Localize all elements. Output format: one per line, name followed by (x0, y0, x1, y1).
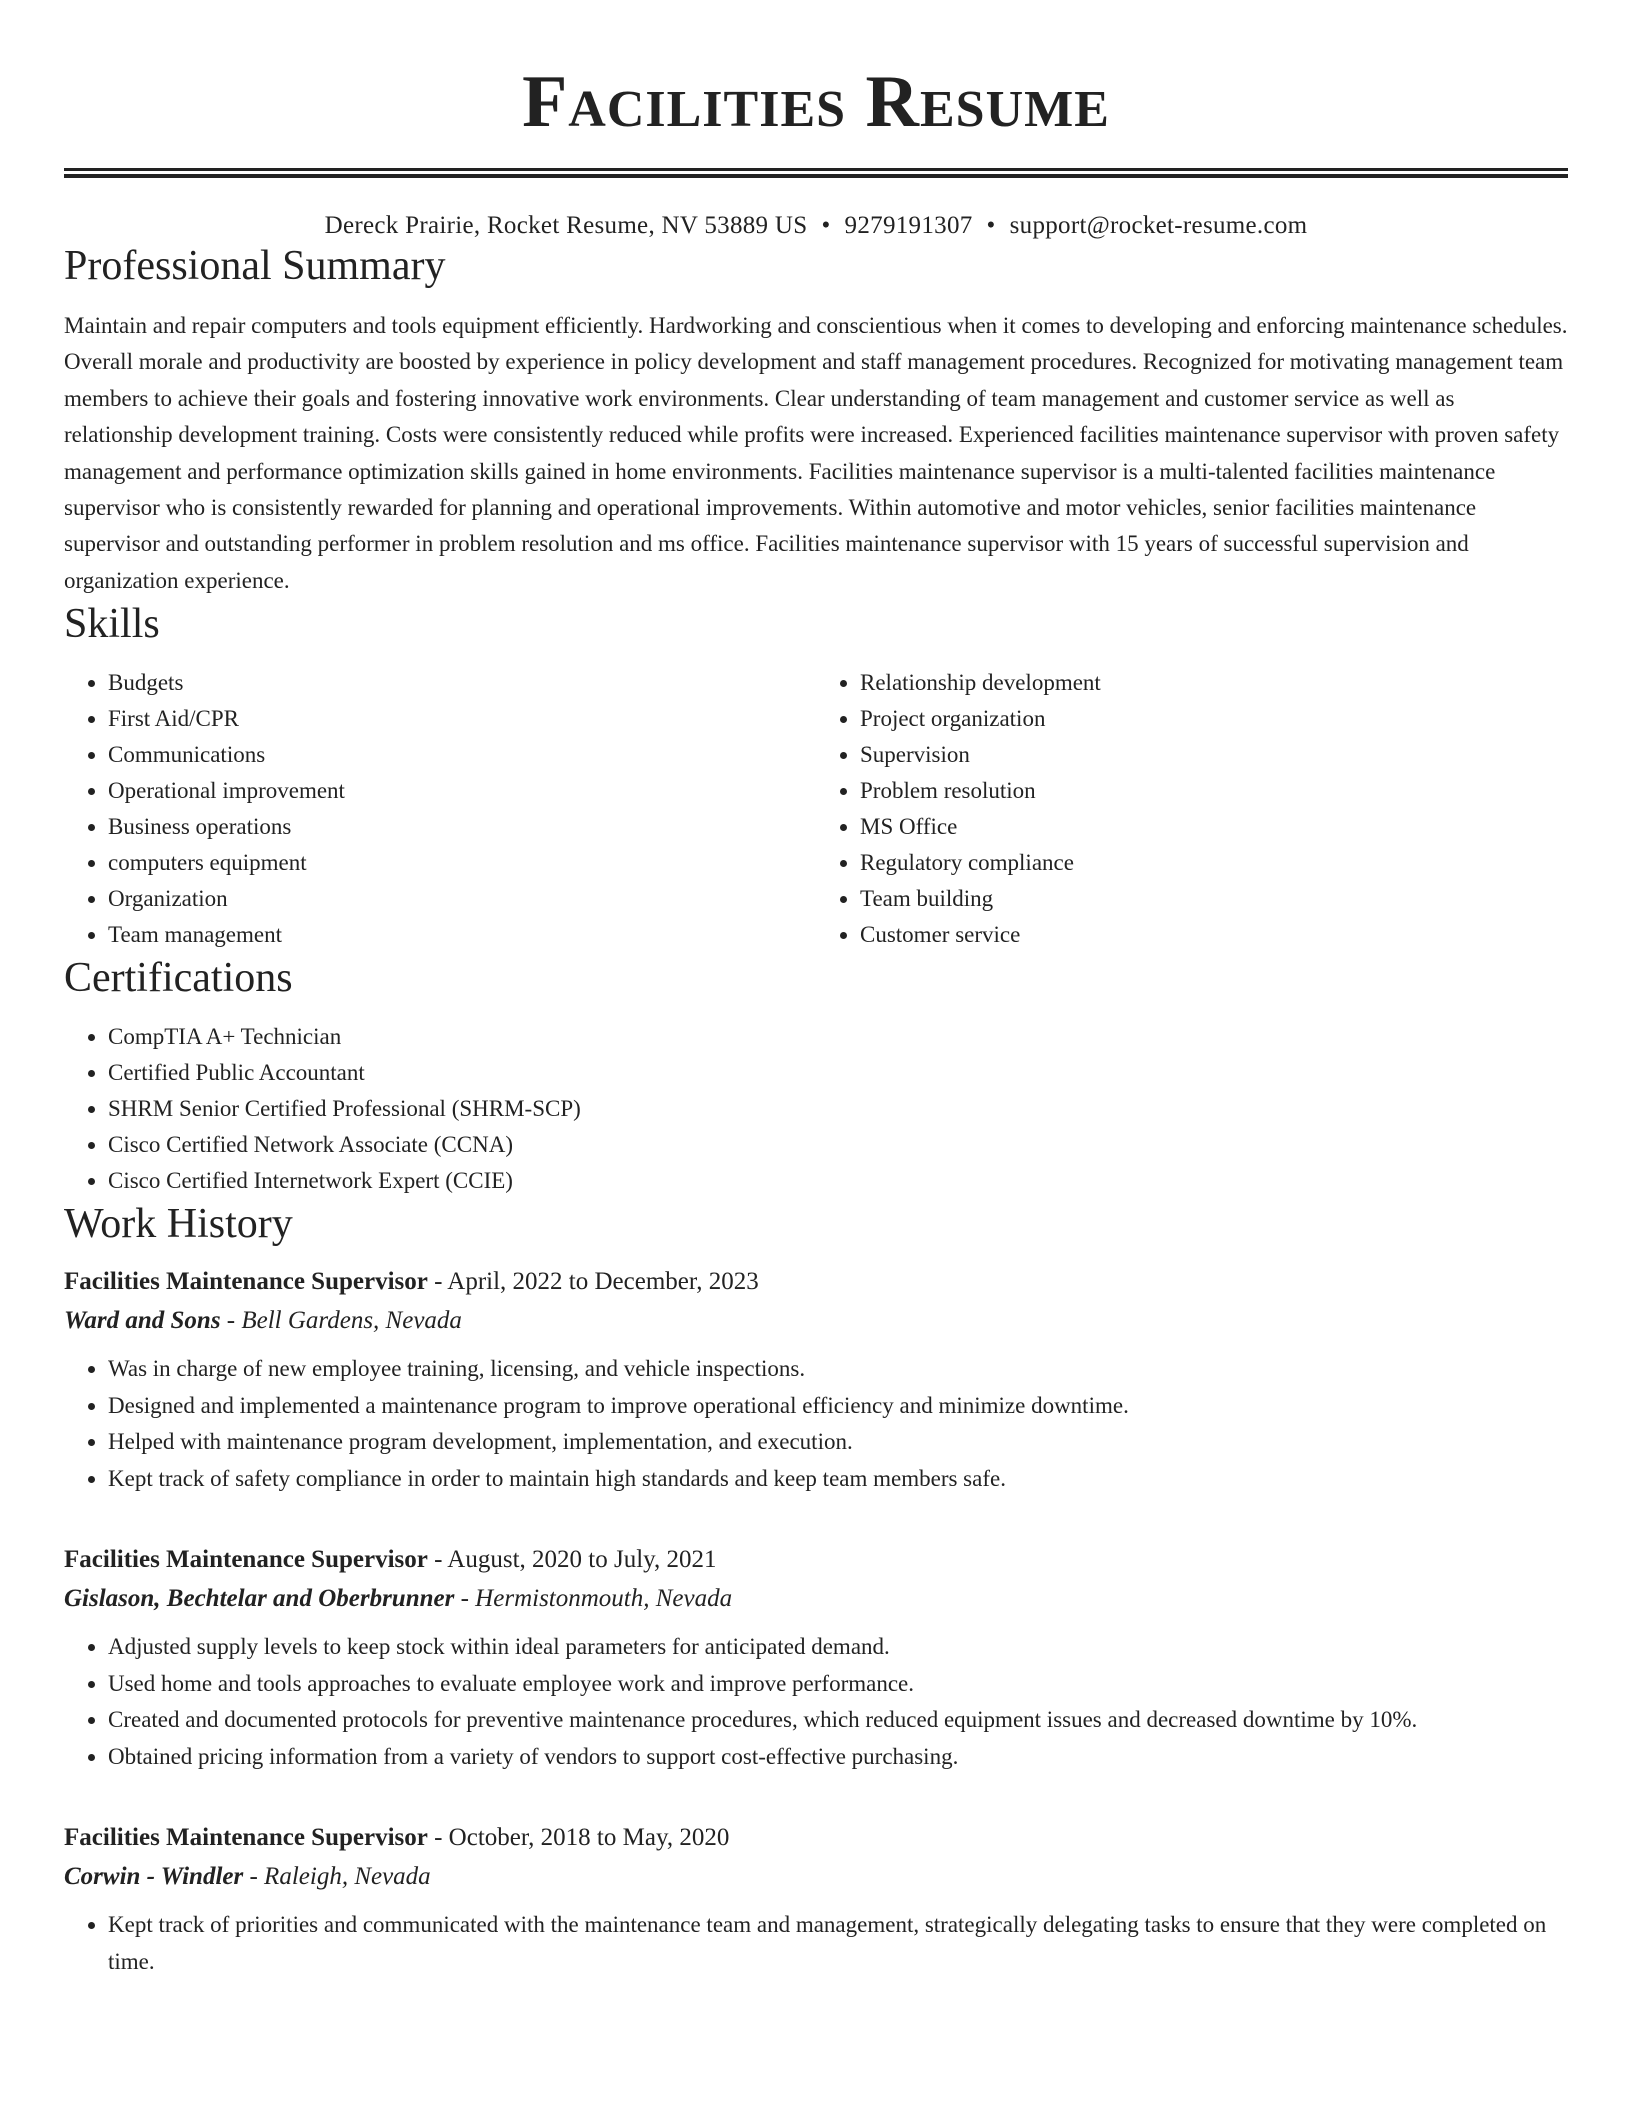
skill-item: • MS Office (860, 809, 1568, 845)
skill-item: • Supervision (860, 737, 1568, 773)
skill-item: • Organization (108, 881, 816, 917)
summary-heading: Professional Summary (64, 243, 446, 289)
contact-separator: • (821, 212, 831, 239)
company-name: Ward and Sons (64, 1307, 221, 1335)
duty-item: • Adjusted supply levels to keep stock within ideal parameters for anticipated demand. (108, 1629, 1568, 1666)
contact-email: support@rocket-resume.com (1009, 212, 1308, 239)
job-employer (64, 1579, 1568, 1619)
duty-item: • Created and documented protocols for preventive maintenance procedures, which reduced equipment issues and decreased downtime by 10%. (108, 1702, 1568, 1739)
work-history-heading: Work History (64, 1201, 293, 1248)
skill-item: • Operational improvement (108, 773, 816, 809)
contact-line (64, 211, 1568, 241)
skill-item: • Business operations (108, 809, 816, 845)
certification-item: • Certified Public Accountant (108, 1055, 1568, 1091)
job-entry (64, 1541, 1568, 1775)
skill-item: • computers equipment (108, 845, 816, 881)
skill-item: • Team management (108, 917, 816, 953)
skill-item: • Team building (860, 881, 1568, 917)
resume-page (64, 0, 1568, 1980)
certifications-heading: Certifications (64, 955, 293, 1002)
skill-item: • Regulatory compliance (860, 845, 1568, 881)
job-location: - Hermistonmouth, Nevada (454, 1585, 733, 1613)
duty-item: • Used home and tools approaches to evaluate employee work and improve performance. (108, 1666, 1568, 1703)
job-duties (64, 1351, 1568, 1497)
job-title: Facilities Maintenance Supervisor (64, 1268, 428, 1296)
skill-item: • Communications (108, 737, 816, 773)
job-entry (64, 1263, 1568, 1497)
skill-item: • Relationship development (860, 665, 1568, 701)
job-dates: - August, 2020 to July, 2021 (427, 1546, 717, 1574)
job-location: - Bell Gardens, Nevada (220, 1307, 462, 1335)
certification-item: • Cisco Certified Network Associate (CCNA) (108, 1127, 1568, 1163)
duty-item: • Helped with maintenance program development, implementation, and execution. (108, 1424, 1568, 1461)
skills-heading: Skills (64, 601, 160, 648)
certification-item: • CompTIA A+ Technician (108, 1019, 1568, 1055)
certifications-list (64, 1019, 1568, 1199)
job-dates: - April, 2022 to December, 2023 (427, 1268, 759, 1296)
job-header (64, 1541, 1568, 1579)
job-employer (64, 1301, 1568, 1341)
skills-list-left (64, 665, 816, 953)
skill-item: • First Aid/CPR (108, 701, 816, 737)
company-name: Corwin - Windler (64, 1863, 244, 1891)
contact-phone: 9279191307 (844, 212, 973, 239)
skill-item: • Project organization (860, 701, 1568, 737)
job-header (64, 1263, 1568, 1301)
duty-item: • Was in charge of new employee training, licensing, and vehicle inspections. (108, 1351, 1568, 1388)
title-divider (64, 168, 1568, 178)
skills-list-right (816, 665, 1568, 953)
contact-separator: • (986, 212, 996, 239)
summary-text: Maintain and repair computers and tools equipment efficiently. Hardworking and conscientious when it comes to developing and enforcing maintenance schedules. Overall morale and productivity are boosted by experience in policy development and staff management procedures. Recognized for motivating management team members to achieve their goals and fostering innovative work environments. Clear understanding of team management and customer service as well as relationship development training. Costs were consistently reduced while profits were increased. Experienced facilities maintenance supervisor with proven safety management and performance optimization skills gained in home environments. Facilities maintenance supervisor is a multi-talented facilities maintenance supervisor who is consistently rewarded for planning and operational improvements. Within automotive and motor vehicles, senior facilities maintenance supervisor and outstanding performer in problem resolution and ms office. Facilities maintenance supervisor with 15 years of successful supervision and organization experience. (64, 313, 1568, 593)
job-title: Facilities Maintenance Supervisor (64, 1824, 428, 1852)
skill-item: • Problem resolution (860, 773, 1568, 809)
company-name: Gislason, Bechtelar and Oberbrunner (64, 1585, 455, 1613)
skill-item: • Customer service (860, 917, 1568, 953)
contact-address: Dereck Prairie, Rocket Resume, NV 53889 US (324, 212, 808, 239)
skills-columns (64, 665, 1568, 953)
job-entry (64, 1819, 1568, 1980)
job-duties (64, 1629, 1568, 1775)
duty-item: • Obtained pricing information from a variety of vendors to support cost-effective purchasing. (108, 1739, 1568, 1776)
certification-item: • Cisco Certified Internetwork Expert (CCIE) (108, 1163, 1568, 1199)
skill-item: • Budgets (108, 665, 816, 701)
certification-item: • SHRM Senior Certified Professional (SHRM-SCP) (108, 1091, 1568, 1127)
job-employer (64, 1857, 1568, 1897)
job-duties (64, 1907, 1568, 1980)
job-location: - Raleigh, Nevada (243, 1863, 431, 1891)
job-dates: - October, 2018 to May, 2020 (427, 1824, 730, 1852)
duty-item: • Kept track of priorities and communicated with the maintenance team and management, strategically delegating tasks to ensure that they were completed on time. (108, 1907, 1568, 1980)
resume-title: Facilities Resume (522, 61, 1110, 143)
job-title: Facilities Maintenance Supervisor (64, 1546, 428, 1574)
duty-item: • Designed and implemented a maintenance program to improve operational efficiency and minimize downtime. (108, 1388, 1568, 1425)
job-header (64, 1819, 1568, 1857)
duty-item: • Kept track of safety compliance in order to maintain high standards and keep team members safe. (108, 1461, 1568, 1498)
